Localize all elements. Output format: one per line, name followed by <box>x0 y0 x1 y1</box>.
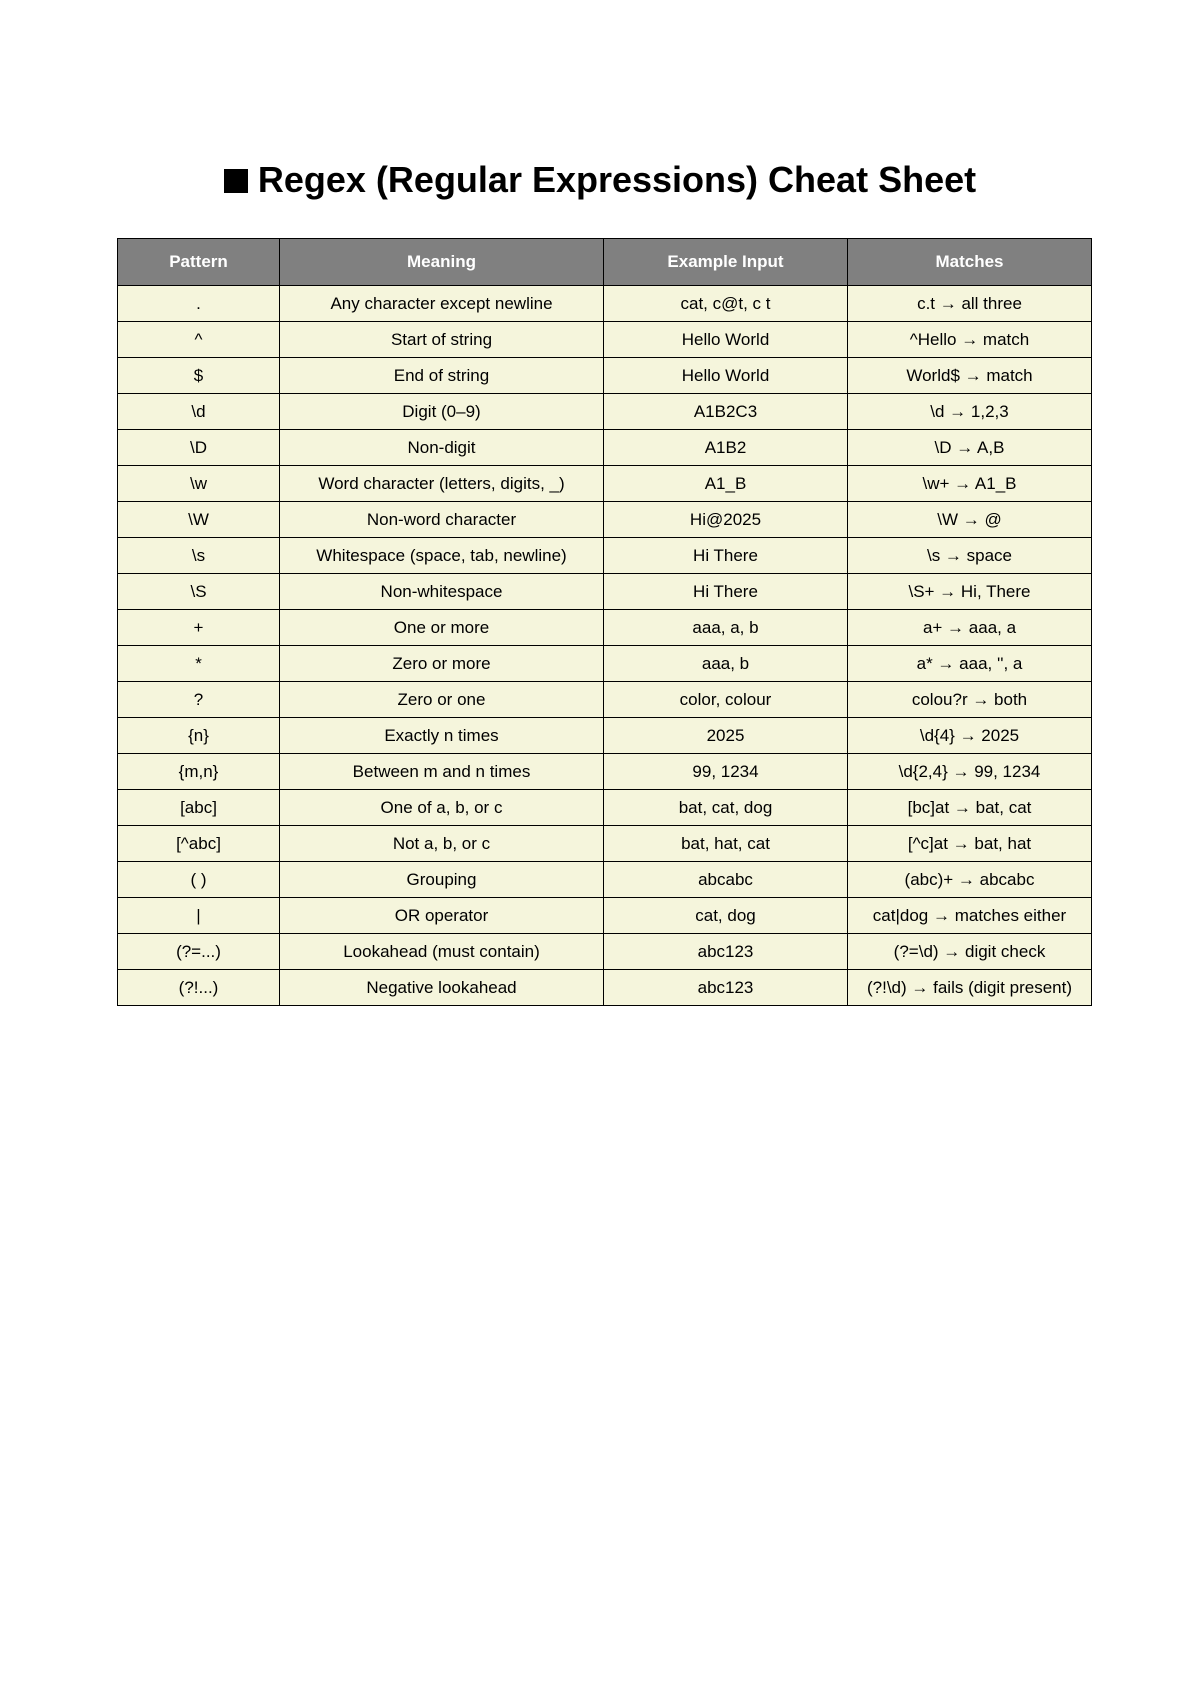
cell-pattern: \w <box>118 466 280 502</box>
header-pattern: Pattern <box>118 239 280 286</box>
table-row <box>118 898 1092 934</box>
cell-pattern: \D <box>118 430 280 466</box>
cell-matches: a+ → aaa, a <box>848 610 1092 646</box>
cell-meaning: End of string <box>280 358 604 394</box>
table-row <box>118 646 1092 682</box>
page-title-text: Regex (Regular Expressions) Cheat Sheet <box>257 159 977 200</box>
cell-matches: (?!\d) → fails (digit present) <box>848 970 1092 1006</box>
cell-pattern: [^abc] <box>118 826 280 862</box>
cell-pattern: . <box>118 286 280 322</box>
cell-example-input: abc123 <box>604 934 848 970</box>
cell-pattern: ( ) <box>118 862 280 898</box>
cell-example-input: cat, dog <box>604 898 848 934</box>
table-row <box>118 538 1092 574</box>
cell-meaning: Exactly n times <box>280 718 604 754</box>
cell-matches: (?=\d) → digit check <box>848 934 1092 970</box>
header-meaning: Meaning <box>280 239 604 286</box>
cell-meaning: Word character (letters, digits, _) <box>280 466 604 502</box>
cell-pattern: ? <box>118 682 280 718</box>
cell-pattern: {n} <box>118 718 280 754</box>
cell-matches: \w+ → A1_B <box>848 466 1092 502</box>
cell-matches: (abc)+ → abcabc <box>848 862 1092 898</box>
cell-meaning: Non-whitespace <box>280 574 604 610</box>
cell-pattern: (?=...) <box>118 934 280 970</box>
cell-matches: \s → space <box>848 538 1092 574</box>
cell-example-input: Hi There <box>604 574 848 610</box>
cell-matches: World$ → match <box>848 358 1092 394</box>
cell-meaning: Whitespace (space, tab, newline) <box>280 538 604 574</box>
cell-pattern: | <box>118 898 280 934</box>
cell-matches: cat|dog → matches either <box>848 898 1092 934</box>
cell-meaning: One or more <box>280 610 604 646</box>
black-square-icon <box>224 169 248 193</box>
header-matches: Matches <box>848 239 1092 286</box>
cell-pattern: \s <box>118 538 280 574</box>
table-row <box>118 322 1092 358</box>
cell-matches: colou?r → both <box>848 682 1092 718</box>
table-row <box>118 682 1092 718</box>
cell-meaning: Between m and n times <box>280 754 604 790</box>
table-row <box>118 790 1092 826</box>
cell-matches: [^c]at → bat, hat <box>848 826 1092 862</box>
table-row <box>118 934 1092 970</box>
cell-example-input: color, colour <box>604 682 848 718</box>
cell-example-input: 99, 1234 <box>604 754 848 790</box>
cell-pattern: \W <box>118 502 280 538</box>
cell-pattern: [abc] <box>118 790 280 826</box>
cell-example-input: 2025 <box>604 718 848 754</box>
cell-matches: \d{2,4} → 99, 1234 <box>848 754 1092 790</box>
cell-pattern: \S <box>118 574 280 610</box>
cell-example-input: abc123 <box>604 970 848 1006</box>
cell-meaning: Digit (0–9) <box>280 394 604 430</box>
table-row <box>118 286 1092 322</box>
table-row <box>118 358 1092 394</box>
table-row <box>118 574 1092 610</box>
cell-pattern: + <box>118 610 280 646</box>
table-row <box>118 394 1092 430</box>
cell-meaning: OR operator <box>280 898 604 934</box>
cell-matches: [bc]at → bat, cat <box>848 790 1092 826</box>
table-header-row <box>118 239 1092 286</box>
cell-example-input: bat, hat, cat <box>604 826 848 862</box>
cell-meaning: Not a, b, or c <box>280 826 604 862</box>
cell-example-input: abcabc <box>604 862 848 898</box>
cell-pattern: ^ <box>118 322 280 358</box>
table-row <box>118 826 1092 862</box>
cell-example-input: A1B2 <box>604 430 848 466</box>
cell-pattern: $ <box>118 358 280 394</box>
cell-matches: c.t → all three <box>848 286 1092 322</box>
cell-example-input: cat, c@t, c t <box>604 286 848 322</box>
cell-pattern: * <box>118 646 280 682</box>
table-row <box>118 754 1092 790</box>
table-row <box>118 430 1092 466</box>
cell-meaning: Zero or more <box>280 646 604 682</box>
cell-meaning: Zero or one <box>280 682 604 718</box>
table-row <box>118 862 1092 898</box>
cell-pattern: {m,n} <box>118 754 280 790</box>
cell-matches: \D → A,B <box>848 430 1092 466</box>
cell-matches: \S+ → Hi, There <box>848 574 1092 610</box>
cell-pattern: (?!...) <box>118 970 280 1006</box>
table-row <box>118 970 1092 1006</box>
table-row <box>118 610 1092 646</box>
page-title <box>0 156 1200 204</box>
regex-cheat-table <box>117 238 1092 1006</box>
table-row <box>118 502 1092 538</box>
cell-matches: \W → @ <box>848 502 1092 538</box>
cell-pattern: \d <box>118 394 280 430</box>
cell-matches: \d{4} → 2025 <box>848 718 1092 754</box>
cell-matches: \d → 1,2,3 <box>848 394 1092 430</box>
cell-example-input: Hello World <box>604 358 848 394</box>
cell-example-input: A1B2C3 <box>604 394 848 430</box>
cell-meaning: Negative lookahead <box>280 970 604 1006</box>
cell-meaning: Start of string <box>280 322 604 358</box>
header-example-input: Example Input <box>604 239 848 286</box>
cell-example-input: Hi@2025 <box>604 502 848 538</box>
table-row <box>118 466 1092 502</box>
cell-meaning: One of a, b, or c <box>280 790 604 826</box>
cell-matches: a* → aaa, '', a <box>848 646 1092 682</box>
cell-example-input: Hello World <box>604 322 848 358</box>
cell-example-input: Hi There <box>604 538 848 574</box>
cell-example-input: aaa, b <box>604 646 848 682</box>
cell-meaning: Non-digit <box>280 430 604 466</box>
table-row <box>118 718 1092 754</box>
cell-meaning: Any character except newline <box>280 286 604 322</box>
cell-meaning: Lookahead (must contain) <box>280 934 604 970</box>
cell-example-input: A1_B <box>604 466 848 502</box>
cell-matches: ^Hello → match <box>848 322 1092 358</box>
cell-example-input: aaa, a, b <box>604 610 848 646</box>
cell-meaning: Non-word character <box>280 502 604 538</box>
cell-meaning: Grouping <box>280 862 604 898</box>
cell-example-input: bat, cat, dog <box>604 790 848 826</box>
